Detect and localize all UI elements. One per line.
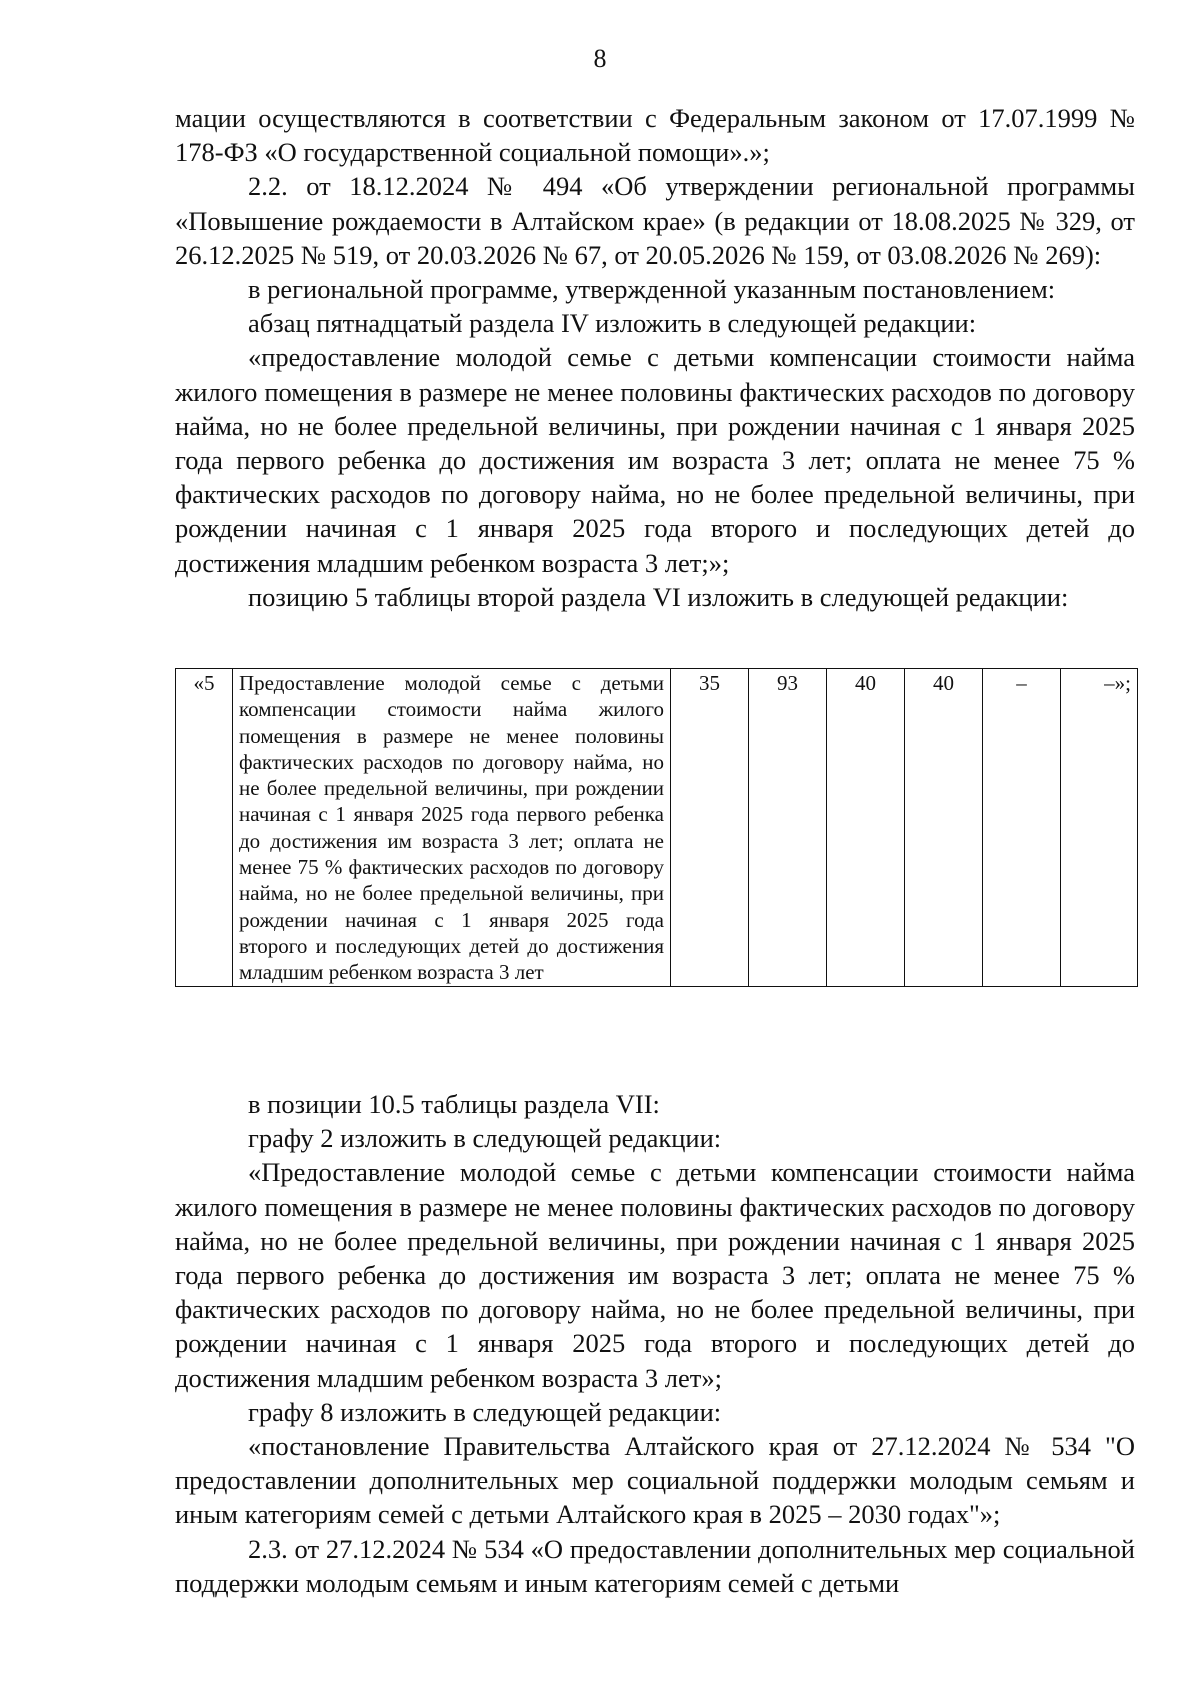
table-cell-position: «5 [176, 669, 233, 987]
table-cell-value: 40 [905, 669, 983, 987]
paragraph: в региональной программе, утвержденной указанным постановлением: [248, 274, 1056, 305]
table-cell-value: –»; [1061, 669, 1138, 987]
table-row [176, 669, 1138, 987]
paragraph: позицию 5 таблицы второй раздела VI изложить в следующей редакции: [248, 581, 1069, 612]
paragraph: мации осуществляются в соответствии с Федеральным законом от 17.07.1999 № 178-ФЗ «О государственной социальной помощи».»; [175, 103, 1135, 168]
amendment-table [175, 668, 1138, 987]
paragraph: абзац пятнадцатый раздела IV изложить в следующей редакции: [248, 308, 977, 339]
table-cell-value: 35 [671, 669, 749, 987]
paragraph: «постановление Правительства Алтайского края от 27.12.2024 № 534 "О предоставлении дополнительных мер социальной поддержки молодым семьям и иным категориям семей с детьми Алтайского края в 2025 – 2030 годах"»; [175, 1431, 1135, 1530]
page-number: 8 [593, 44, 607, 73]
body-text-upper [175, 101, 1135, 614]
table-cell-value: 40 [827, 669, 905, 987]
paragraph: графу 8 изложить в следующей редакции: [248, 1396, 722, 1427]
paragraph: 2.3. от 27.12.2024 № 534 «О предоставлении дополнительных мер социальной поддержки молодым семьям и иным категориям семей с детьми [175, 1533, 1135, 1598]
paragraph: в позиции 10.5 таблицы раздела VII: [248, 1089, 660, 1119]
paragraph: 2.2. от 18.12.2024 № 494 «Об утверждении региональной программы «Повышение рождаемости в Алтайском крае» (в редакции от 18.08.2025 № 329, от 26.12.2025 № 519, от 20.03.2026 № 67, от 20.05.2026 № 159, от 03.08.2026 № 269): [175, 171, 1135, 270]
table-cell-description: Предоставление молодой семье с детьми компенсации стоимости найма жилого помещения в размере не менее половины фактических расходов по договору найма, но не более предельной величины, при рождении начиная с 1 января 2025 года первого ребенка до достижения им возраста 3 лет; оплата не менее 75 % фактических расходов по договору найма, но не более предельной величины, при рождении начиная с 1 января 2025 года второго и последующих детей до достижения младшим ребенком возраста 3 лет [233, 669, 671, 987]
body-text-lower [175, 1087, 1135, 1600]
table-cell-value: 93 [749, 669, 827, 987]
paragraph: «предоставление молодой семье с детьми компенсации стоимости найма жилого помещения в размере не менее половины фактических расходов по договору найма, но не более предельной величины, при рождении начиная с 1 января 2025 года первого ребенка до достижения им возраста 3 лет; оплата не менее 75 % фактических расходов по договору найма, но не более предельной величины, при рождении начиная с 1 января 2025 года второго и последующих детей до достижения младшим ребенком возраста 3 лет;»; [175, 342, 1135, 578]
paragraph: графу 2 изложить в следующей редакции: [248, 1123, 722, 1154]
table-cell-value: – [983, 669, 1061, 987]
paragraph: «Предоставление молодой семье с детьми компенсации стоимости найма жилого помещения в размере не менее половины фактических расходов по договору найма, но не более предельной величины, при рождении начиная с 1 января 2025 года первого ребенка до достижения им возраста 3 лет; оплата не менее 75 % фактических расходов по договору найма, но не более предельной величины, при рождении начиная с 1 января 2025 года второго и последующих детей до достижения младшим ребенком возраста 3 лет»; [175, 1157, 1135, 1393]
